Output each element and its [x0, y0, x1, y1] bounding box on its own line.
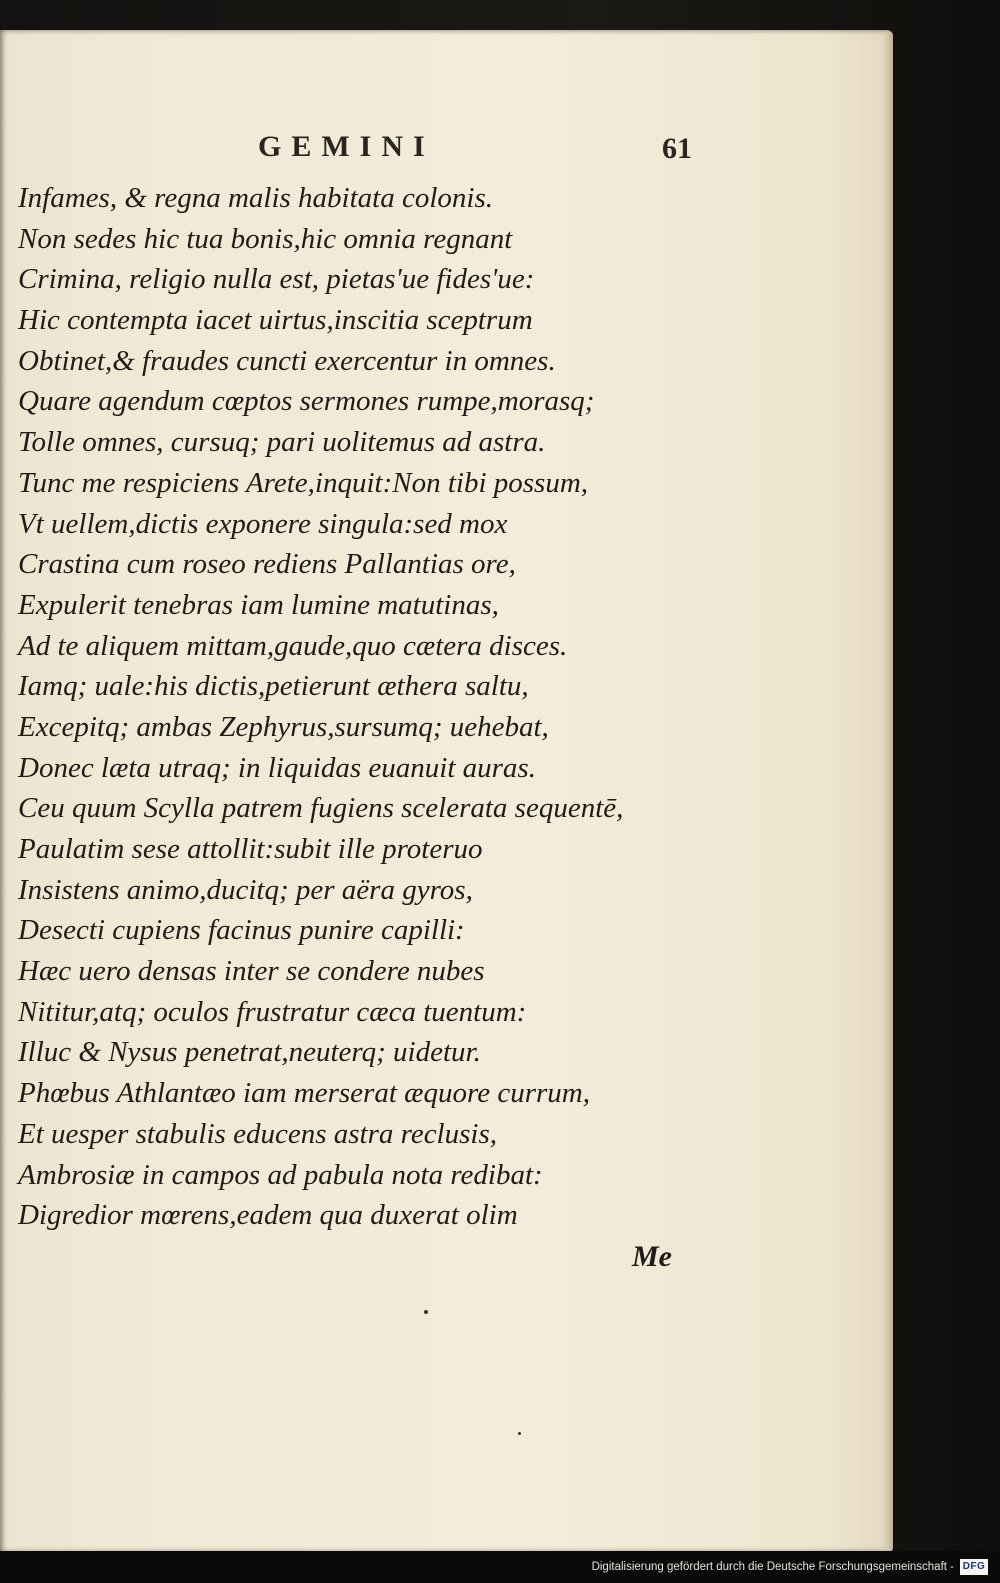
verse-line: Tunc me respiciens Arete,inquit:Non tibi possum, — [18, 466, 589, 499]
verse-line: Nititur,atq; oculos frustratur cæca tuentum: — [18, 995, 527, 1028]
verse-line: Expulerit tenebras iam lumine matutinas, — [18, 588, 499, 621]
verse-line: Obtinet,& fraudes cuncti exercentur in omnes. — [18, 344, 556, 377]
verse-line: Donec læta utraq; in liquidas euanuit auras. — [18, 751, 536, 784]
verse-line: Excepitq; ambas Zephyrus,sursumq; uehebat, — [18, 710, 549, 743]
verse-line: Desecti cupiens facinus punire capilli: — [18, 914, 465, 947]
verse-line: Digredior mœrens,eadem qua duxerat olim — [18, 1199, 518, 1232]
catchword: Me — [632, 1240, 672, 1273]
page-edge-shadow — [882, 34, 893, 1548]
verse-line: Crastina cum roseo rediens Pallantias ore, — [18, 548, 516, 581]
verse-line: Iamq; uale:his dictis,petierunt æthera saltu, — [18, 670, 529, 703]
dfg-logo: DFG — [960, 1559, 988, 1575]
folio-number: 61 — [662, 132, 692, 165]
verse-line: Et uesper stabulis educens astra reclusis, — [18, 1117, 497, 1150]
verse-line: Tolle omnes, cursuq; pari uolitemus ad astra. — [18, 426, 546, 459]
verse-text-block — [18, 178, 718, 1236]
verse-line: Ambrosiæ in campos ad pabula nota redibat: — [18, 1158, 543, 1191]
verse-line: Non sedes hic tua bonis,hic omnia regnant — [18, 222, 513, 255]
running-head: GEMINI — [258, 130, 435, 163]
verse-line: Hic contempta iacet uirtus,inscitia sceptrum — [18, 304, 533, 337]
verse-line: Illuc & Nysus penetrat,neuterq; uidetur. — [18, 1036, 481, 1069]
verse-line: Crimina, religio nulla est, pietas'ue fides'ue: — [18, 263, 535, 296]
verse-line: Infames, & regna malis habitata colonis. — [18, 182, 493, 214]
verse-line: Ceu quum Scylla patrem fugiens scelerata sequentē, — [18, 792, 624, 825]
verse-line: Insistens animo,ducitq; per aëra gyros, — [18, 873, 473, 906]
verse-line: Ad te aliquem mittam,gaude,quo cætera disces. — [18, 629, 568, 662]
funding-credit: Digitalisierung gefördert durch die Deutsche Forschungsgemeinschaft - — [591, 1561, 954, 1573]
verse-line: Hæc uero densas inter se condere nubes — [18, 955, 485, 988]
ink-speck — [518, 1432, 521, 1435]
verse-line: Paulatim sese attollit:subit ille proteruo — [18, 833, 483, 865]
verse-line: Phœbus Athlantæo iam merserat æquore currum, — [18, 1077, 590, 1110]
ink-speck — [424, 1310, 428, 1314]
verse-line: Vt uellem,dictis exponere singula:sed mox — [18, 507, 508, 540]
verse-line: Quare agendum cœptos sermones rumpe,morasq; — [18, 385, 595, 418]
